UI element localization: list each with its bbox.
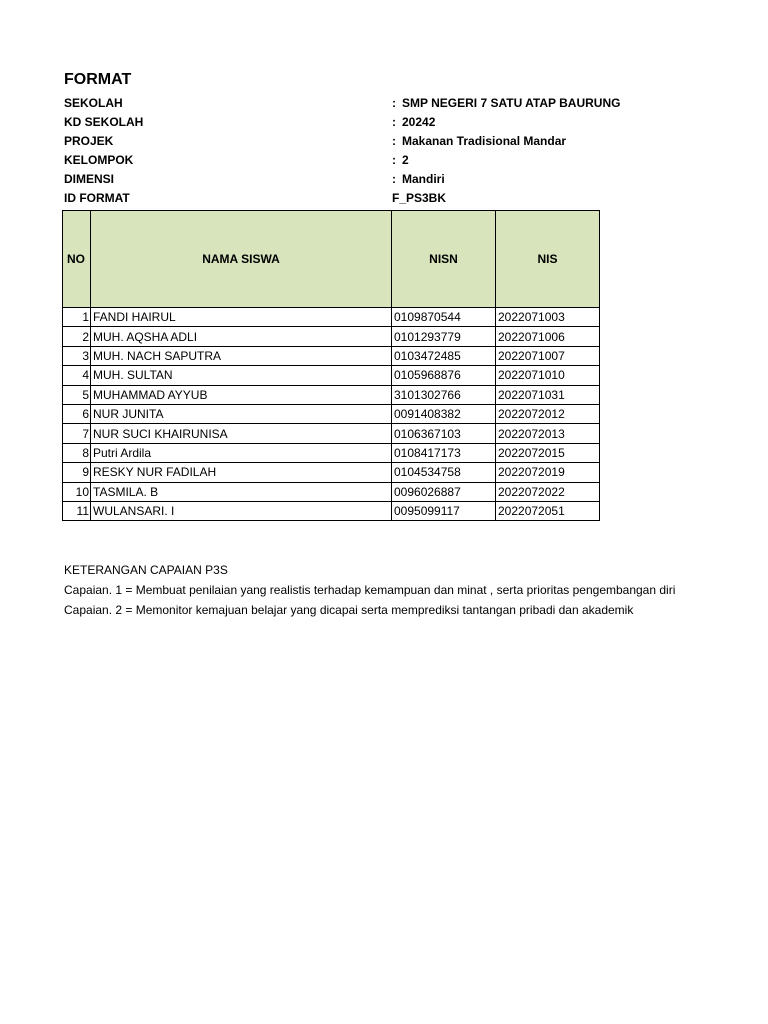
info-colon: : [392,115,396,129]
table-row [63,346,600,365]
cell-nis: 2022071031 [496,385,600,404]
table-row [63,366,600,385]
cell-name: FANDI HAIRUL [91,308,392,327]
notes-item-1: Capaian. 1 = Membuat penilaian yang realistis terhadap kemampuan dan minat , serta prioritas pengembangan diri [64,583,676,597]
cell-nisn: 0091408382 [392,404,496,423]
table-row [63,463,600,482]
cell-nisn: 3101302766 [392,385,496,404]
cell-nis: 2022072051 [496,501,600,520]
info-value: Mandiri [402,172,445,186]
cell-name: RESKY NUR FADILAH [91,463,392,482]
cell-name: WULANSARI. I [91,501,392,520]
cell-name: TASMILA. B [91,482,392,501]
cell-no: 8 [63,443,91,462]
info-value: 2 [402,153,409,167]
info-colon: : [392,153,396,167]
student-table [62,210,600,521]
cell-no: 4 [63,366,91,385]
notes-block [64,560,675,620]
cell-name: MUH. SULTAN [91,366,392,385]
cell-name: NUR SUCI KHAIRUNISA [91,424,392,443]
cell-nis: 2022072015 [496,443,600,462]
table-row [63,404,600,423]
cell-name: Putri Ardila [91,443,392,462]
info-label: KELOMPOK [64,153,134,167]
header-nis: NIS [496,211,600,308]
cell-nis: 2022071007 [496,346,600,365]
table-row [63,385,600,404]
cell-nisn: 0104534758 [392,463,496,482]
table-row [63,482,600,501]
cell-nisn: 0109870544 [392,308,496,327]
cell-nis: 2022072022 [496,482,600,501]
cell-nis: 2022071010 [496,366,600,385]
table-row [63,327,600,346]
cell-no: 3 [63,346,91,365]
cell-nisn: 0096026887 [392,482,496,501]
header-nisn: NISN [392,211,496,308]
cell-nisn: 0101293779 [392,327,496,346]
cell-nisn: 0106367103 [392,424,496,443]
info-value: 20242 [402,115,436,129]
table-row [63,308,600,327]
cell-name: MUH. AQSHA ADLI [91,327,392,346]
info-label: KD SEKOLAH [64,115,144,129]
cell-no: 5 [63,385,91,404]
header-name: NAMA SISWA [91,211,392,308]
cell-name: NUR JUNITA [91,404,392,423]
cell-name: MUH. NACH SAPUTRA [91,346,392,365]
table-row [63,424,600,443]
cell-nis: 2022072013 [496,424,600,443]
info-label: SEKOLAH [64,96,123,110]
info-label: ID FORMAT [64,191,130,205]
notes-heading: KETERANGAN CAPAIAN P3S [64,563,228,577]
cell-nisn: 0105968876 [392,366,496,385]
header-no: NO [63,211,91,308]
table-row [63,501,600,520]
info-value: Makanan Tradisional Mandar [402,134,567,148]
cell-no: 11 [63,501,91,520]
cell-no: 9 [63,463,91,482]
cell-no: 1 [63,308,91,327]
table-header-row [63,211,600,308]
cell-nisn: 0108417173 [392,443,496,462]
info-colon: : [392,134,396,148]
info-label: PROJEK [64,134,114,148]
form-title: FORMAT [64,71,132,88]
info-colon: : [392,96,396,110]
table-row [63,443,600,462]
cell-nisn: 0103472485 [392,346,496,365]
cell-no: 10 [63,482,91,501]
cell-name: MUHAMMAD AYYUB [91,385,392,404]
notes-item-2: Capaian. 2 = Memonitor kemajuan belajar yang dicapai serta memprediksi tantangan pribadi dan akademik [64,603,634,617]
cell-nis: 2022071006 [496,327,600,346]
cell-no: 2 [63,327,91,346]
info-colon: : [392,172,396,186]
cell-no: 6 [63,404,91,423]
cell-nis: 2022072019 [496,463,600,482]
cell-nis: 2022071003 [496,308,600,327]
info-value: SMP NEGERI 7 SATU ATAP BAURUNG [402,96,621,110]
cell-no: 7 [63,424,91,443]
info-label: DIMENSI [64,172,115,186]
info-value: F_PS3BK [392,191,447,205]
cell-nisn: 0095099117 [392,501,496,520]
cell-nis: 2022072012 [496,404,600,423]
